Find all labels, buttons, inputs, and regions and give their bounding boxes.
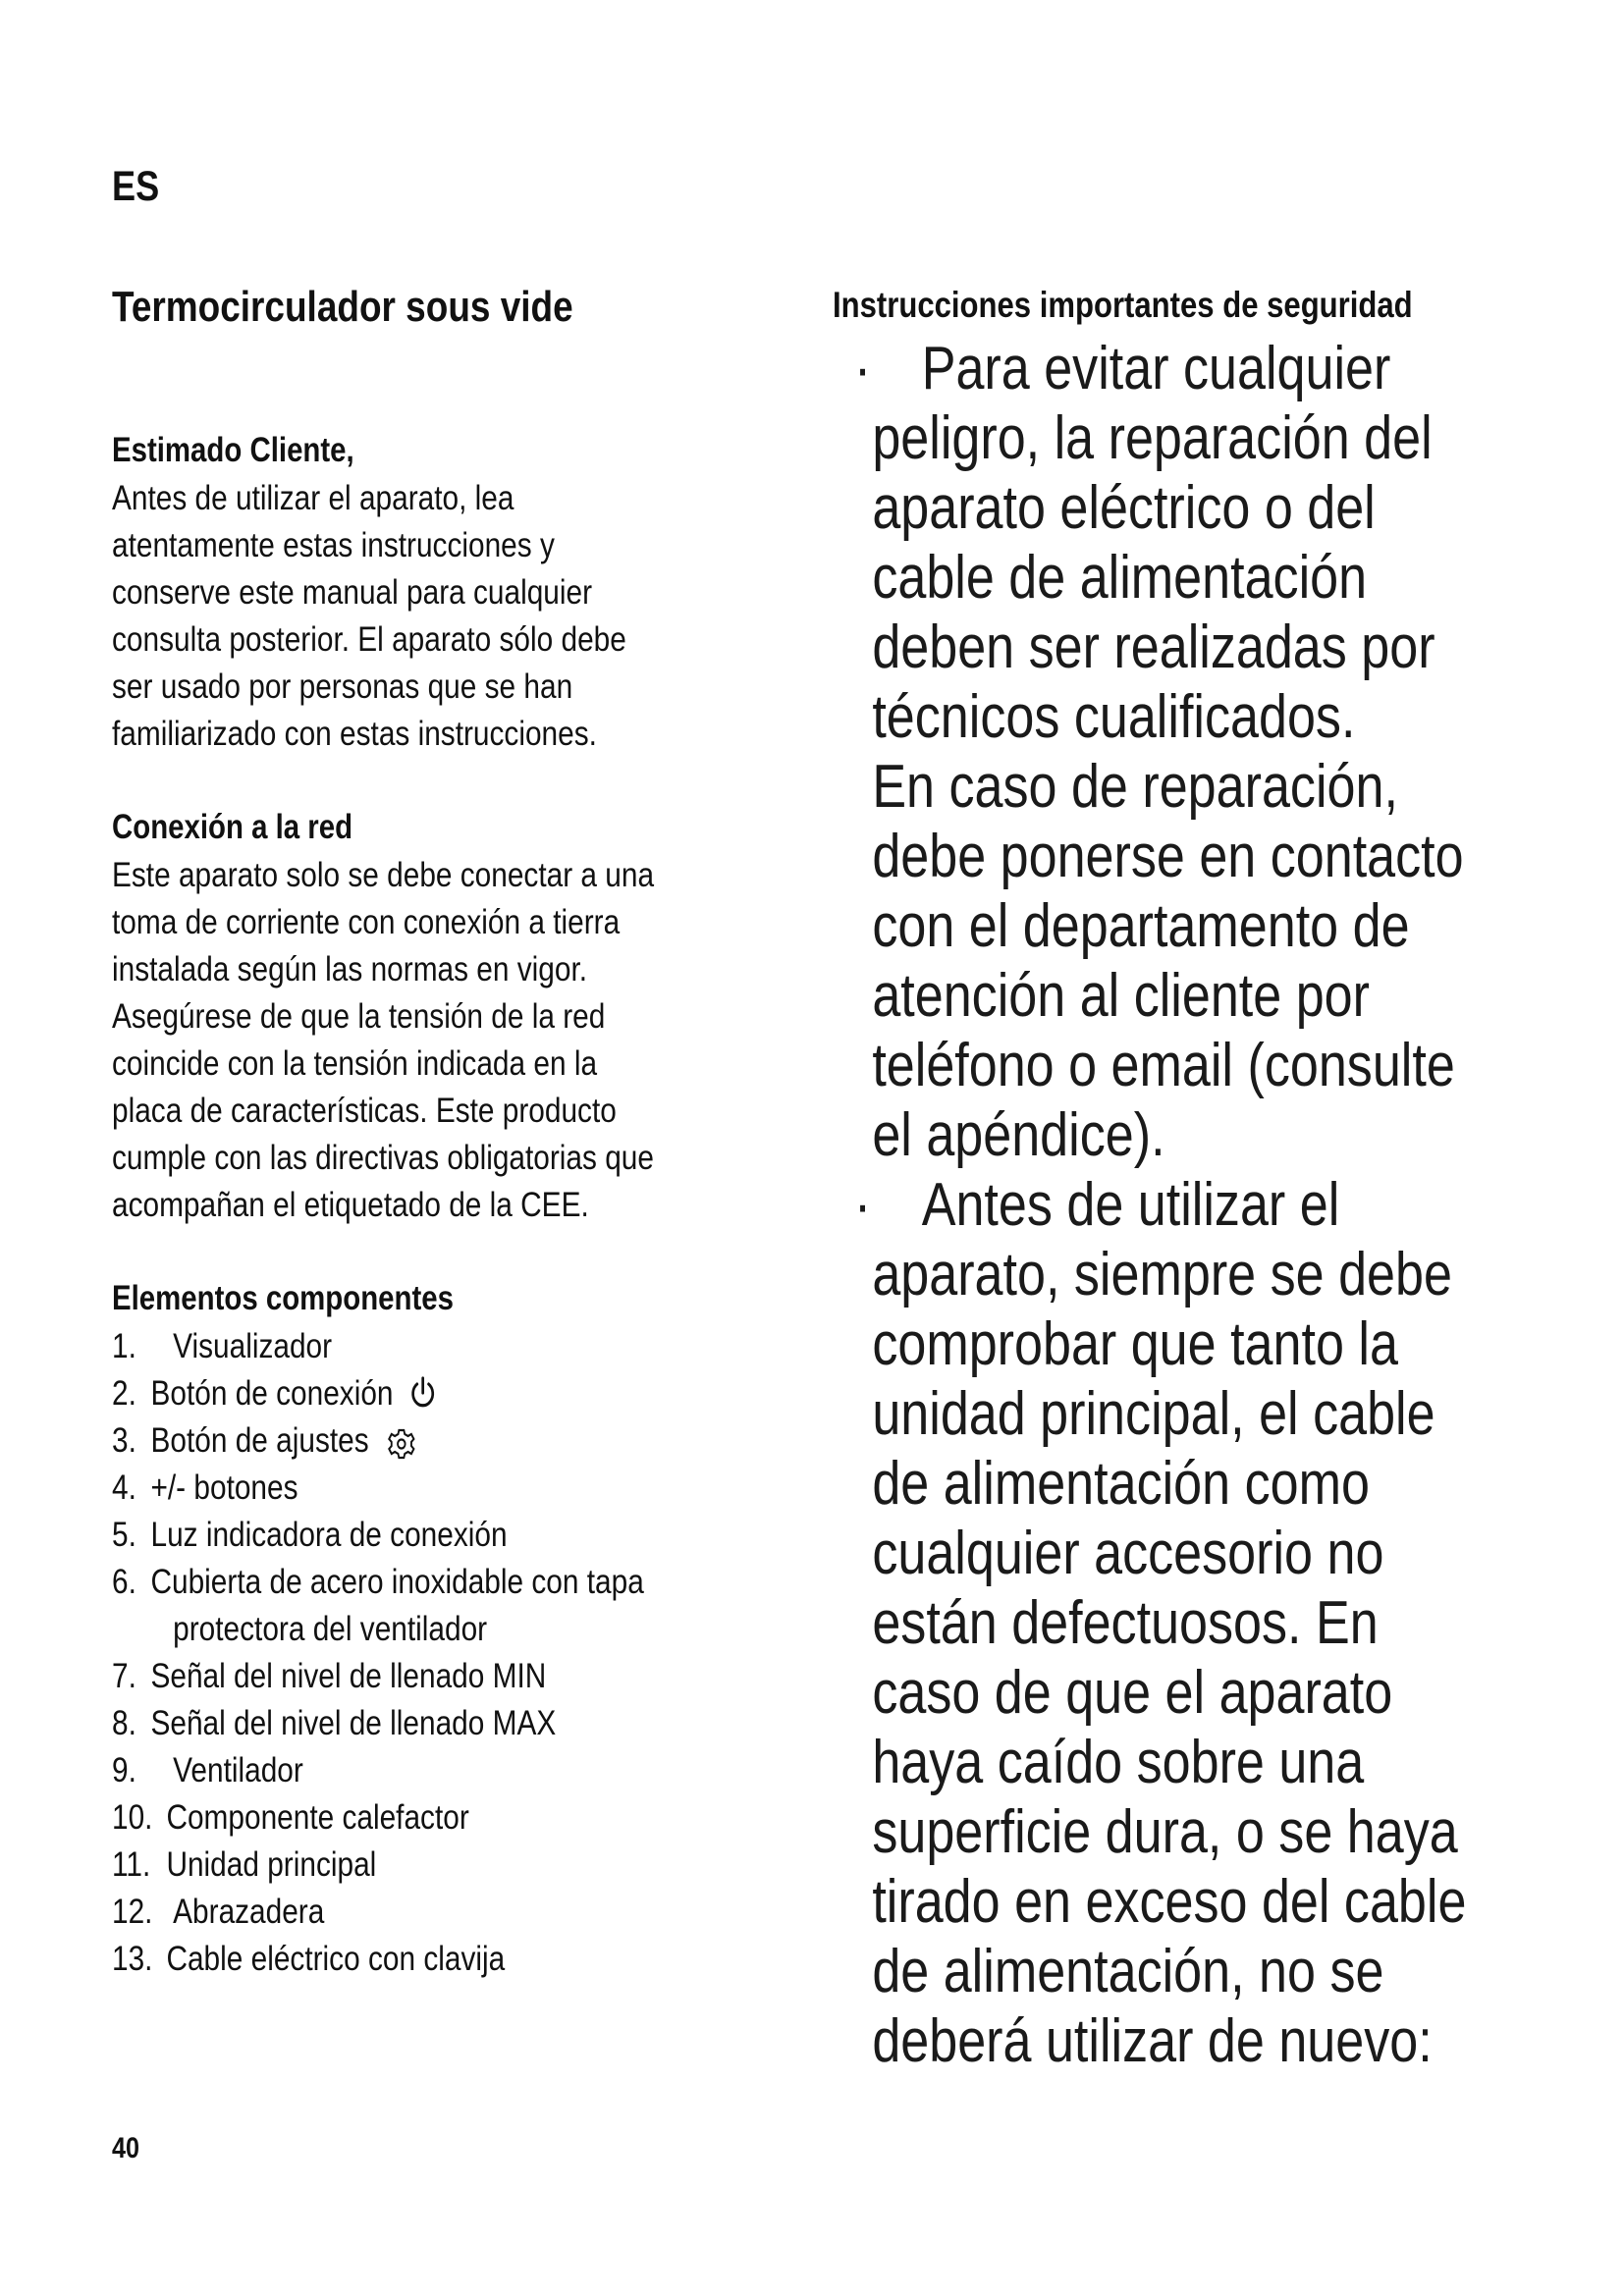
safety-line: están defectuosos. En (872, 1589, 1379, 1657)
list-item (112, 1558, 738, 1605)
greeting-line: atentamente estas instrucciones y (112, 525, 555, 564)
list-item (112, 1511, 738, 1558)
network-line: coincide con la tensión indicada en la (112, 1043, 598, 1083)
network-line: toma de corriente con conexión a tierra (112, 902, 621, 941)
components-list (112, 1322, 738, 1982)
safety-line: aparato eléctrico o del (872, 474, 1376, 542)
list-item (112, 1416, 738, 1464)
safety-line: de alimentación, no se (872, 1938, 1384, 2005)
safety-line: peligro, la reparación del (872, 404, 1433, 472)
network-line: placa de características. Este producto (112, 1091, 617, 1130)
bullet-marker: · (853, 1171, 872, 1239)
list-item (112, 1322, 738, 1369)
item-number: 6. (112, 1562, 136, 1601)
item-number: 2. (112, 1373, 136, 1413)
power-icon (408, 1375, 437, 1422)
item-label: Luz indicadora de conexión (150, 1515, 508, 1554)
item-label: Unidad principal (166, 1844, 377, 1884)
safety-line: debe ponerse en contacto (872, 823, 1464, 890)
safety-line: deben ser realizadas por (872, 614, 1435, 681)
safety-line: aparato, siempre se debe (872, 1241, 1452, 1308)
item-label: Cable eléctrico con clavija (166, 1939, 506, 1978)
item-number: 11. (112, 1844, 151, 1884)
greeting-line: ser usado por personas que se han (112, 667, 573, 706)
list-item (112, 1605, 738, 1652)
left-column (112, 427, 858, 1982)
safety-line: atención al cliente por (872, 962, 1370, 1030)
item-label: protectora del ventilador (173, 1609, 488, 1648)
item-label: Botón de ajustes (150, 1420, 369, 1460)
safety-line: el apéndice). (872, 1101, 1165, 1169)
safety-column (833, 334, 1579, 2076)
list-item (112, 1369, 738, 1416)
greeting-heading: Estimado Cliente, (112, 431, 354, 469)
item-number: 8. (112, 1703, 136, 1742)
greeting-line: Antes de utilizar el aparato, lea (112, 478, 514, 517)
list-item (112, 1699, 738, 1746)
item-label: Abrazadera (173, 1892, 325, 1931)
item-label: +/- botones (150, 1468, 298, 1507)
list-item (112, 1652, 738, 1699)
item-number: 5. (112, 1515, 136, 1554)
safety-line: En caso de reparación, (872, 753, 1398, 821)
greeting-line: conserve este manual para cualquier (112, 572, 593, 612)
item-number: 10. (112, 1797, 153, 1837)
greeting-line: consulta posterior. El aparato sólo debe (112, 619, 626, 659)
item-label: Componente calefactor (166, 1797, 469, 1837)
list-item (112, 1935, 738, 1982)
item-label: Ventilador (173, 1750, 303, 1789)
greeting-line: familiarizado con estas instrucciones. (112, 714, 597, 753)
item-number: 1. (112, 1326, 136, 1365)
safety-line: de alimentación como (872, 1450, 1370, 1518)
safety-line-text: Para evitar cualquier (921, 335, 1391, 402)
item-label: Visualizador (173, 1326, 333, 1365)
bullet-marker: · (853, 335, 872, 402)
item-number: 12. (112, 1892, 153, 1931)
greeting-section (112, 427, 738, 1982)
item-number: 7. (112, 1656, 136, 1695)
safety-line: caso de que el aparato (872, 1659, 1393, 1727)
language-code: ES (112, 163, 160, 210)
document-title: Termocirculador sous vide (112, 283, 573, 331)
network-line: acompañan el etiquetado de la CEE. (112, 1185, 589, 1224)
page-number: 40 (112, 2132, 140, 2164)
safety-line: teléfono o email (consulte (872, 1032, 1455, 1099)
safety-line: con el departamento de (872, 892, 1410, 960)
safety-text (833, 334, 1467, 2076)
item-label: Cubierta de acero inoxidable con tapa (150, 1562, 644, 1601)
list-item (112, 1888, 738, 1935)
item-number: 3. (112, 1420, 136, 1460)
list-item (112, 1464, 738, 1511)
item-label: Señal del nivel de llenado MIN (150, 1656, 547, 1695)
network-line: cumple con las directivas obligatorias que (112, 1138, 654, 1177)
safety-line-text: Antes de utilizar el (921, 1171, 1340, 1239)
components-heading: Elementos componentes (112, 1279, 454, 1317)
safety-line: deberá utilizar de nuevo: (872, 2007, 1433, 2075)
safety-line: cualquier accesorio no (872, 1520, 1384, 1587)
item-number: 9. (112, 1750, 136, 1789)
safety-line: unidad principal, el cable (872, 1380, 1435, 1448)
safety-line (833, 334, 1459, 403)
safety-line: cable de alimentación (872, 544, 1368, 612)
network-line: instalada según las normas en vigor. (112, 949, 588, 988)
item-number: 13. (112, 1939, 153, 1978)
safety-line: superficie dura, o se haya (872, 1798, 1458, 1866)
network-heading: Conexión a la red (112, 808, 353, 846)
network-line: Asegúrese de que la tensión de la red (112, 996, 606, 1036)
safety-line (833, 1170, 1459, 1240)
safety-line: tirado en exceso del cable (872, 1868, 1467, 1936)
network-line: Este aparato solo se debe conectar a una (112, 855, 655, 894)
list-item (112, 1793, 738, 1841)
item-label: Señal del nivel de llenado MAX (150, 1703, 557, 1742)
safety-heading: Instrucciones importantes de seguridad (833, 285, 1413, 325)
list-item (112, 1746, 738, 1793)
safety-line: haya caído sobre una (872, 1729, 1365, 1796)
item-label: Botón de conexión (150, 1373, 394, 1413)
item-number: 4. (112, 1468, 136, 1507)
list-item (112, 1841, 738, 1888)
safety-line: comprobar que tanto la (872, 1310, 1398, 1378)
safety-line: técnicos cualificados. (872, 683, 1356, 751)
